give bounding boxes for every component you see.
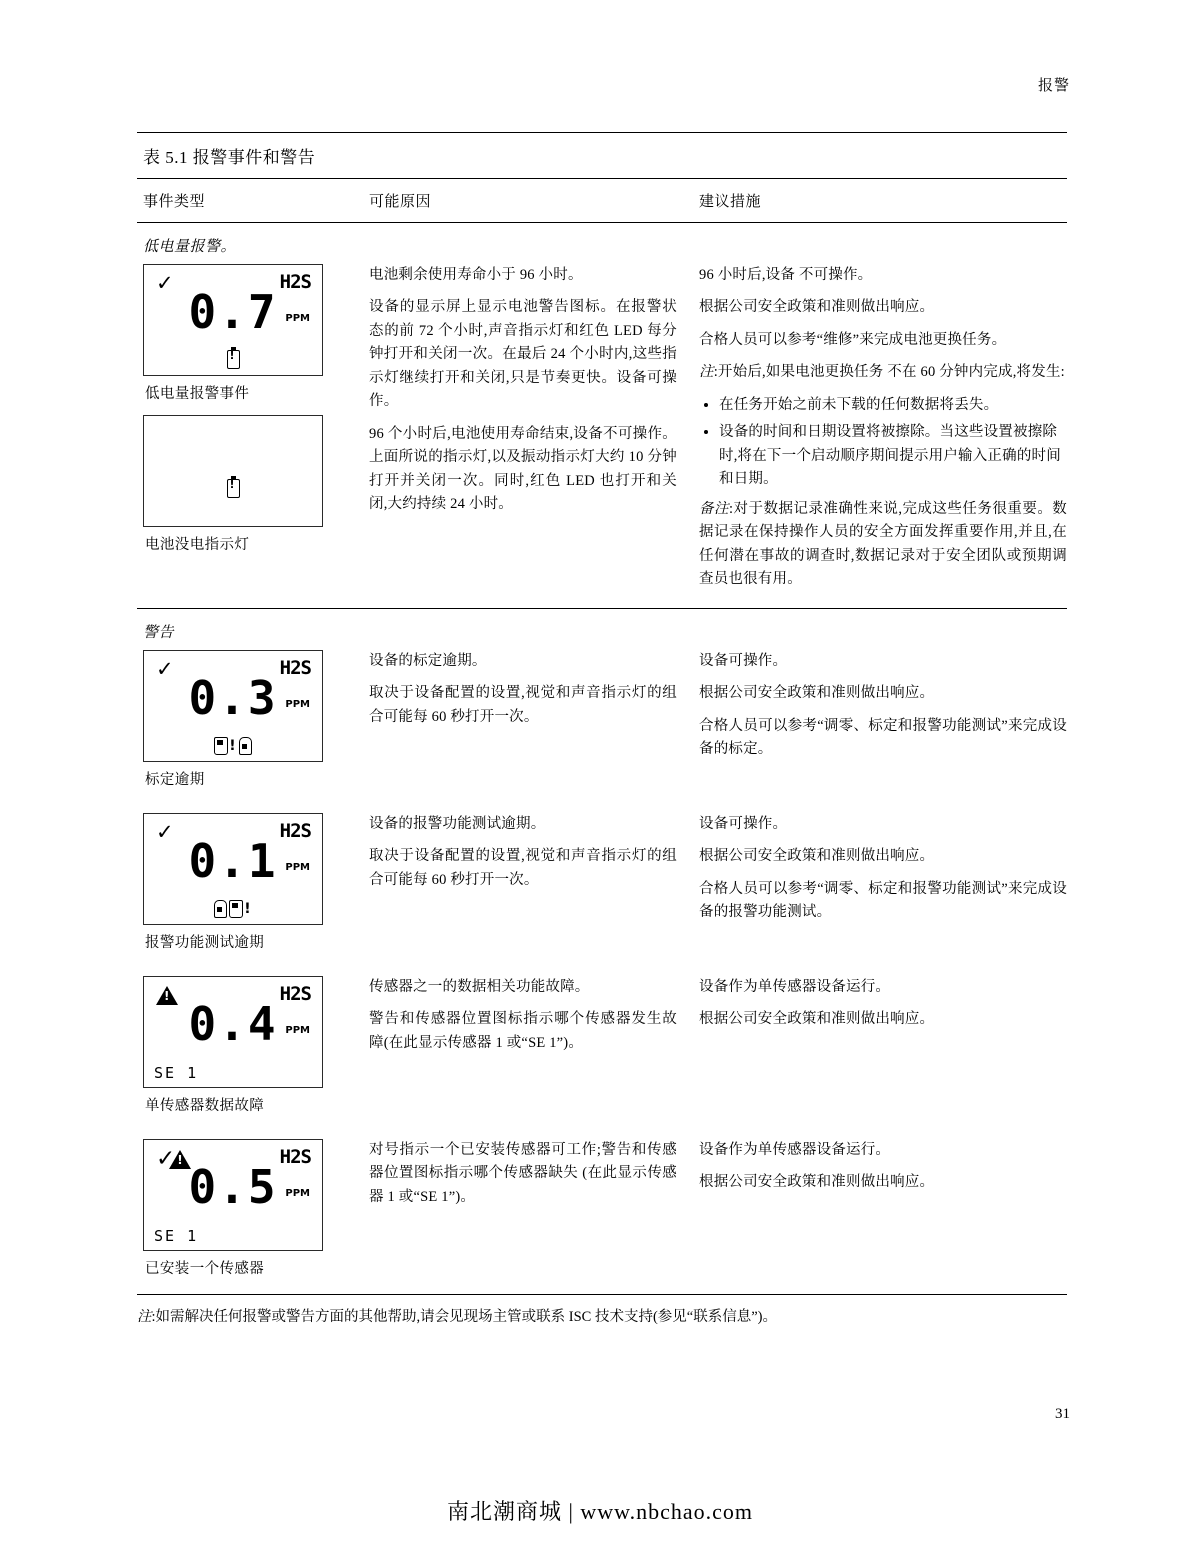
cause-paragraph: 取决于设备配置的设置,视觉和声音指示灯的组合可能每 60 秒打开一次。 xyxy=(369,685,677,725)
bump-test-icons xyxy=(144,900,322,918)
section-label-warnings: 警告 xyxy=(143,624,175,641)
action-paragraph: 根据公司安全政策和准则做出响应。 xyxy=(699,848,935,865)
recommended-action-cell xyxy=(699,807,1067,931)
footnote-label: 注 xyxy=(137,1308,152,1325)
recommended-action-cell xyxy=(699,970,1067,1038)
column-header-recommended-action: 建议措施 xyxy=(699,194,762,210)
action-paragraph: 合格人员可以参考“调零、标定和报警功能测试”来完成设备的标定。 xyxy=(699,717,1067,758)
possible-cause-cell xyxy=(369,1133,699,1215)
alarm-events-table xyxy=(137,132,1067,1326)
recommended-action-cell xyxy=(699,258,1067,598)
action-paragraph: 设备作为单传感器设备运行。 xyxy=(699,1141,891,1158)
recommended-action-cell xyxy=(699,644,1067,768)
note-text: :开始后,如果电池更换任务 不在 60 分钟内完成,将发生: xyxy=(713,364,1065,381)
action-paragraph: 设备作为单传感器设备运行。 xyxy=(699,978,891,995)
possible-cause-cell xyxy=(369,258,699,523)
figure-caption: 低电量报警事件 xyxy=(145,386,250,402)
list-item: • 在任务开始之前未下载的任何数据将丢失。 xyxy=(719,394,1067,417)
action-paragraph: 设备可操作。 xyxy=(699,652,788,669)
footnote-text: :如需解决任何报警或警告方面的其他帮助,请会见现场主管或联系 ISC 技术支持(参见“联系信息”)。 xyxy=(151,1308,777,1325)
action-note xyxy=(699,361,1067,384)
reading-value: 0.4 xyxy=(188,996,278,1051)
device-display-bump-test-overdue xyxy=(143,813,323,925)
checkmark-icon: ✓ xyxy=(156,1145,176,1172)
table-title: 表 5.1 报警事件和警告 xyxy=(143,148,316,167)
device-display-battery-dead xyxy=(143,415,323,527)
column-header-possible-cause: 可能原因 xyxy=(369,194,432,210)
table-row xyxy=(137,970,1067,1123)
page-header-chapter: 报警 xyxy=(1037,78,1070,94)
action-paragraph: 96 小时后,设备 不可操作。 xyxy=(699,267,873,283)
table-row xyxy=(137,1133,1067,1286)
possible-cause-cell xyxy=(369,644,699,735)
cause-paragraph: 设备的标定逾期。 xyxy=(369,652,487,669)
section-label-low-battery: 低电量报警。 xyxy=(143,239,237,255)
action-paragraph: 根据公司安全政策和准则做出响应。 xyxy=(699,685,935,702)
device-display-calibration-overdue xyxy=(143,650,323,762)
checkmark-icon: ✓ xyxy=(156,656,174,681)
list-item: • 设备的时间和日期设置将被擦除。当这些设置被擦除时,将在下一个启动顺序期间提示用户输入正确的时间和日期。 xyxy=(719,421,1067,491)
figure-caption: 标定逾期 xyxy=(145,771,205,788)
bump-test-icon xyxy=(214,900,227,918)
reading-value: 0.7 xyxy=(188,285,278,339)
figure-caption: 已安装一个传感器 xyxy=(145,1260,265,1277)
action-paragraph: 设备可操作。 xyxy=(699,815,788,832)
exclamation-icon: ! xyxy=(229,737,238,754)
table-row xyxy=(137,644,1067,797)
unit-label: PPM xyxy=(285,698,310,710)
sensor-position-label: SE 1 xyxy=(154,1226,199,1245)
event-type-cell xyxy=(137,970,369,1123)
device-display-one-sensor-installed xyxy=(143,1139,323,1251)
unit-label: PPM xyxy=(285,1024,310,1036)
recommended-action-cell xyxy=(699,1133,1067,1201)
gas-label: H2S xyxy=(279,819,311,842)
checkmark-icon: ✓ xyxy=(156,271,174,295)
action-paragraph: 根据公司安全政策和准则做出响应。 xyxy=(699,299,935,316)
reading-value: 0.3 xyxy=(188,670,278,725)
table-row xyxy=(137,258,1067,598)
gas-label: H2S xyxy=(279,982,311,1005)
action-remark xyxy=(699,498,1067,592)
calibration-icons xyxy=(144,737,322,755)
figure-caption: 报警功能测试逾期 xyxy=(145,934,265,951)
unit-label: PPM xyxy=(285,861,310,873)
cause-paragraph: 设备的显示屏上显示电池警告图标。在报警状态的前 72 个小时,声音指示灯和红色 LED 每分钟打开和关闭一次。在最后 24 个小时内,这些指示灯继续打开和关闭,只是节奏更快。设备可操作。 xyxy=(369,299,677,410)
possible-cause-cell xyxy=(369,807,699,898)
action-paragraph: 根据公司安全政策和准则做出响应。 xyxy=(699,1011,935,1028)
battery-warning-icon xyxy=(144,479,322,498)
cause-paragraph: 设备的报警功能测试逾期。 xyxy=(369,815,546,832)
battery-warning-icon xyxy=(144,350,322,369)
figure-caption: 电池没电指示灯 xyxy=(145,537,250,553)
action-bullet-list xyxy=(699,394,1067,492)
calibration-icon xyxy=(214,737,228,755)
cause-paragraph: 96 个小时后,电池使用寿命结束,设备不可操作。上面所说的指示灯,以及振动指示灯大约 10 分钟打开并关闭一次。同时,红色 LED 也打开和关闭,大约持续 24 小时。 xyxy=(369,425,677,513)
table-row xyxy=(137,807,1067,960)
table-column-headers xyxy=(137,179,1067,222)
column-header-event-type: 事件类型 xyxy=(143,194,206,210)
possible-cause-cell xyxy=(369,970,699,1061)
event-type-cell xyxy=(137,644,369,797)
event-type-cell xyxy=(137,1133,369,1286)
cause-paragraph: 传感器之一的数据相关功能故障。 xyxy=(369,978,590,995)
remark-label: 备注 xyxy=(699,500,729,517)
cause-paragraph: 电池剩余使用寿命小于 96 小时。 xyxy=(369,267,583,283)
unit-label: PPM xyxy=(285,313,310,324)
action-paragraph: 合格人员可以参考“调零、标定和报警功能测试”来完成设备的报警功能测试。 xyxy=(699,880,1067,921)
remark-text: :对于数据记录准确性来说,完成这些任务很重要。数据记录在保持操作人员的安全方面发挥重要作用,并且,在任何潜在事故的调查时,数据记录对于安全团队或预期调查员也很有用。 xyxy=(699,500,1068,588)
calibration-icon xyxy=(229,900,243,918)
gas-label: H2S xyxy=(279,1145,311,1168)
exclamation-icon: ! xyxy=(244,900,253,917)
figure-caption: 单传感器数据故障 xyxy=(145,1097,265,1114)
table-footnote xyxy=(137,1295,1067,1326)
device-display-low-battery-alarm xyxy=(143,264,323,376)
page-number: 31 xyxy=(1055,1406,1070,1422)
bump-test-icon xyxy=(239,737,252,755)
action-paragraph: 根据公司安全政策和准则做出响应。 xyxy=(699,1174,935,1191)
checkmark-icon: ✓ xyxy=(156,819,174,844)
gas-label: H2S xyxy=(279,656,311,679)
gas-label: H2S xyxy=(279,271,311,293)
cause-paragraph: 取决于设备配置的设置,视觉和声音指示灯的组合可能每 60 秒打开一次。 xyxy=(369,848,677,888)
unit-label: PPM xyxy=(285,1187,310,1199)
device-display-sensor-data-fault xyxy=(143,976,323,1088)
cause-paragraph: 警告和传感器位置图标指示哪个传感器发生故障(在此显示传感器 1 或“SE 1”)。 xyxy=(369,1011,677,1051)
event-type-cell xyxy=(137,807,369,960)
watermark: 南北潮商城 | www.nbchao.com xyxy=(446,1499,754,1524)
sensor-position-label: SE 1 xyxy=(154,1063,199,1082)
reading-value: 0.5 xyxy=(188,1159,278,1214)
action-paragraph: 合格人员可以参考“维修”来完成电池更换任务。 xyxy=(699,331,1007,348)
reading-value: 0.1 xyxy=(188,833,278,888)
event-type-cell xyxy=(137,258,369,562)
note-label: 注 xyxy=(699,364,714,381)
cause-paragraph: 对号指示一个已安装传感器可工作;警告和传感器位置图标指示哪个传感器缺失 (在此显示传感器 1 或“SE 1”)。 xyxy=(369,1141,677,1205)
